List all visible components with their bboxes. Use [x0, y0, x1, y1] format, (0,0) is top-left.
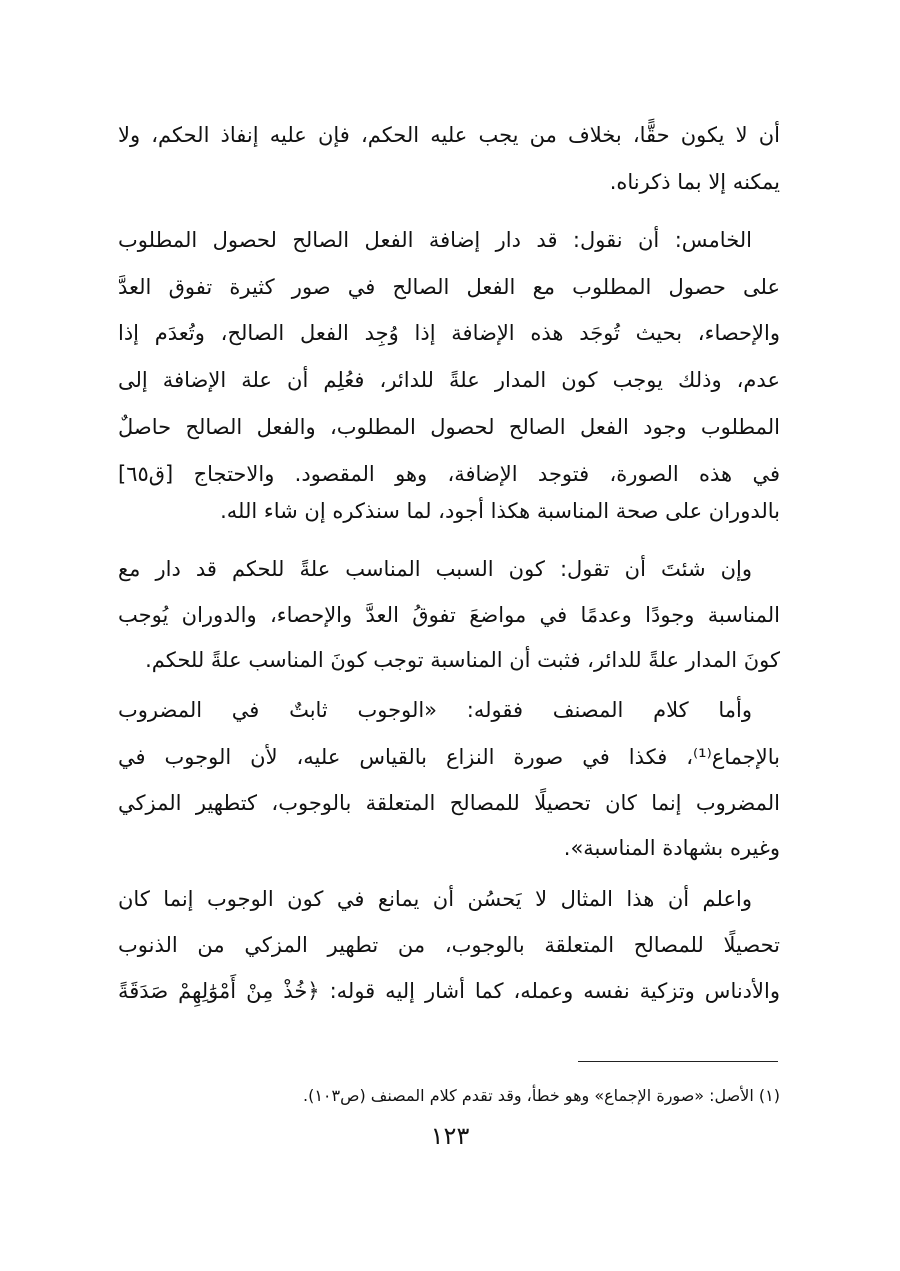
text-line: عدم، وذلك يوجب كون المدار علةً للدائر، فعُلِم أن علة الإضافة إلى — [118, 368, 780, 392]
text-line: واعلم أن هذا المثال لا يَحسُن أن يمانع في كون الوجوب إنما كان — [118, 887, 752, 911]
page-number: ١٢٣ — [430, 1122, 470, 1150]
text-line: بالإجماع⁽¹⁾، فكذا في صورة النزاع بالقياس عليه، لأن الوجوب في — [118, 745, 780, 769]
text-line: وغيره بشهادة المناسبة». — [563, 836, 780, 860]
text-line: أن لا يكون حقًّا، بخلاف من يجب عليه الحكم، فإن عليه إنفاذ الحكم، ولا — [118, 123, 780, 147]
text-line: تحصيلًا للمصالح المتعلقة بالوجوب، من تطهير المزكي من الذنوب — [118, 933, 780, 957]
text-line: والإحصاء، بحيث تُوجَد هذه الإضافة إذا وُجِد الفعل الصالح، وتُعدَم إذا — [118, 321, 780, 345]
text-line: في هذه الصورة، فتوجد الإضافة، وهو المقصود. والاحتجاج [ق٦٥] — [118, 462, 780, 486]
text-line: كونَ المدار علةً للدائر، فثبت أن المناسبة توجب كونَ المناسب علةً للحكم. — [145, 648, 780, 672]
text-line: يمكنه إلا بما ذكرناه. — [609, 170, 780, 194]
text-line: على حصول المطلوب مع الفعل الصالح في صور كثيرة تفوق العدَّ — [118, 275, 780, 299]
text-line: وإن شئتَ أن تقول: كون السبب المناسب علةً للحكم قد دار مع — [118, 557, 752, 581]
footnote-divider — [578, 1061, 778, 1062]
text-line: المضروب إنما كان تحصيلًا للمصالح المتعلقة بالوجوب، كتطهير المزكي — [118, 791, 780, 815]
text-line: الخامس: أن نقول: قد دار إضافة الفعل الصالح لحصول المطلوب — [118, 228, 752, 252]
text-line: وأما كلام المصنف فقوله: «الوجوب ثابتٌ في المضروب — [118, 698, 752, 722]
text-line: المناسبة وجودًا وعدمًا في مواضعَ تفوقُ العدَّ والإحصاء، والدوران يُوجب — [118, 603, 780, 627]
footnote: (١) الأصل: «صورة الإجماع» وهو خطأ، وقد تقدم كلام المصنف (ص١٠٣). — [303, 1086, 780, 1105]
text-line: بالدوران على صحة المناسبة هكذا أجود، لما سنذكره إن شاء الله. — [220, 499, 780, 523]
text-line: المطلوب وجود الفعل الصالح لحصول المطلوب، والفعل الصالح حاصلٌ — [118, 415, 780, 439]
text-line: والأدناس وتزكية نفسه وعمله، كما أشار إليه قوله: ﴿خُذْ مِنْ أَمْوَٰلِهِمْ صَدَقَةً — [118, 979, 780, 1003]
